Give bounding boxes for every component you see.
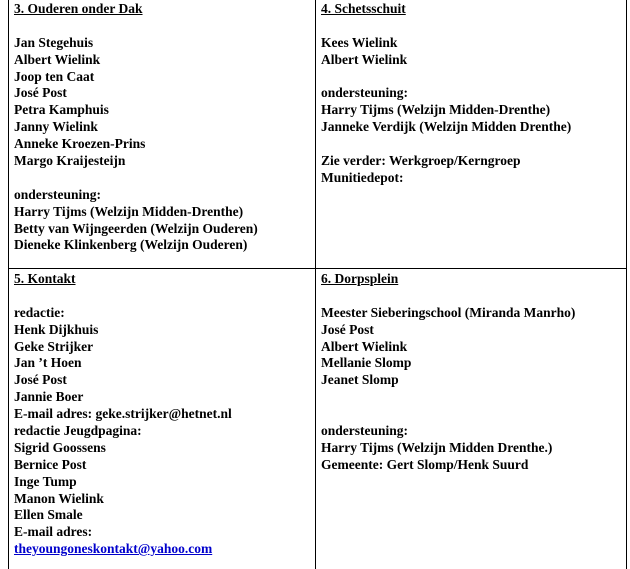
member-name: José Post: [321, 321, 374, 337]
member-name: Albert Wielink: [14, 51, 101, 67]
support-label: ondersteuning:: [14, 186, 102, 202]
section-ouderen-onder-dak: [14, 1, 258, 254]
youth-editor-name: Sigrid Goossens: [14, 439, 106, 455]
youth-editor-name: Manon Wielink: [14, 490, 104, 506]
youth-editorial-label: redactie Jeugdpagina:: [14, 423, 142, 439]
support-name: Harry Tijms (Welzijn Midden-Drenthe): [321, 102, 551, 118]
member-name: Kees Wielink: [321, 34, 398, 50]
table-border-middle: [315, 0, 316, 569]
youth-editor-name: Inge Tump: [14, 473, 77, 489]
member-name: José Post: [14, 85, 67, 101]
member-name: Janny Wielink: [14, 119, 98, 135]
member-name: Albert Wielink: [321, 51, 408, 67]
youth-editor-name: Ellen Smale: [14, 507, 83, 523]
editor-name: Jan ’t Hoen: [14, 355, 82, 371]
member-name: Albert Wielink: [321, 338, 408, 354]
section-dorpsplein: [321, 271, 575, 474]
table-border-row-divider: [8, 268, 627, 269]
member-name: Anneke Kroezen-Prins: [14, 136, 146, 152]
table-border-right: [626, 0, 627, 569]
section-kontakt: [14, 271, 232, 558]
support-label: ondersteuning:: [321, 423, 409, 439]
section-title: 3. Ouderen onder Dak: [14, 1, 143, 16]
member-name: Mellanie Slomp: [321, 355, 412, 371]
editor-name: Jannie Boer: [14, 389, 84, 405]
table-border-left: [8, 0, 9, 569]
support-name: Harry Tijms (Welzijn Midden Drenthe.): [321, 439, 553, 455]
section-schetsschuit: [321, 1, 571, 187]
see-also-text: Zie verder: Werkgroep/Kerngroep: [321, 153, 521, 169]
member-name: Joop ten Caat: [14, 68, 95, 84]
editor-name: Geke Strijker: [14, 338, 94, 354]
editor-name: Henk Dijkhuis: [14, 321, 99, 337]
editor-name: José Post: [14, 372, 67, 388]
support-name: Gemeente: Gert Slomp/Henk Suurd: [321, 456, 529, 472]
editorial-label: redactie:: [14, 304, 65, 320]
member-name: Jeanet Slomp: [321, 372, 399, 388]
member-name: Meester Sieberingschool (Miranda Manrho): [321, 304, 576, 320]
support-name: Harry Tijms (Welzijn Midden-Drenthe): [14, 203, 244, 219]
see-also-text: Munitiedepot:: [321, 169, 404, 185]
support-name: Betty van Wijngeerden (Welzijn Ouderen): [14, 220, 258, 236]
support-label: ondersteuning:: [321, 85, 409, 101]
email-line: E-mail adres: geke.strijker@hetnet.nl: [14, 406, 232, 422]
support-name: Dieneke Klinkenberg (Welzijn Ouderen): [14, 237, 248, 253]
member-name: Jan Stegehuis: [14, 34, 94, 50]
section-title: 4. Schetsschuit: [321, 1, 406, 16]
support-name: Janneke Verdijk (Welzijn Midden Drenthe): [321, 119, 572, 135]
member-name: Petra Kamphuis: [14, 102, 109, 118]
youth-editor-name: Bernice Post: [14, 456, 87, 472]
youth-email-link[interactable]: theyoungoneskontakt@yahoo.com: [14, 541, 213, 557]
member-name: Margo Kraijesteijn: [14, 153, 126, 169]
youth-email-label: E-mail adres:: [14, 524, 93, 540]
section-title: 6. Dorpsplein: [321, 271, 399, 286]
section-title: 5. Kontakt: [14, 271, 76, 286]
